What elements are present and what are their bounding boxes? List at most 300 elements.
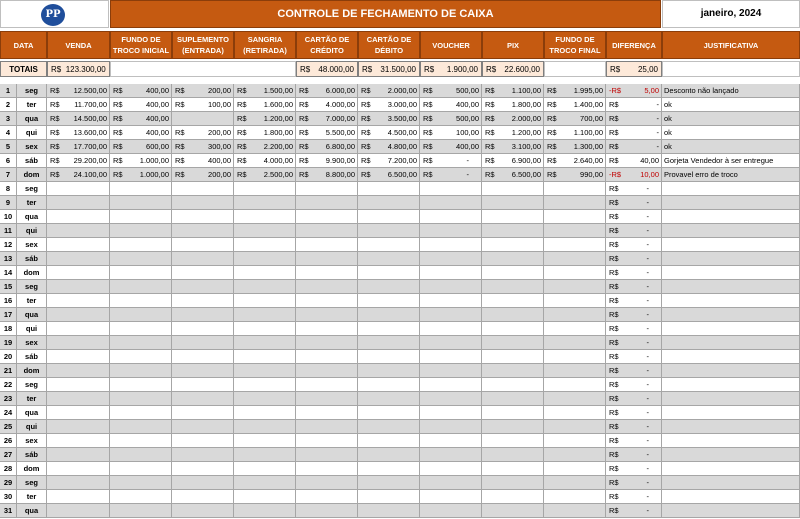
cell-sangria[interactable] bbox=[234, 98, 296, 112]
cell-fundo-troco-inicial[interactable] bbox=[110, 182, 172, 196]
cell-suplemento[interactable] bbox=[172, 392, 234, 406]
totals-debito[interactable]: R$ 31.500,00 bbox=[358, 61, 420, 77]
cell-cartao-credito[interactable] bbox=[296, 112, 358, 126]
cell-voucher[interactable] bbox=[420, 252, 482, 266]
cell-diferenca[interactable] bbox=[606, 406, 662, 420]
cell-fundo-troco-final[interactable] bbox=[544, 280, 606, 294]
cell-justificativa[interactable] bbox=[662, 420, 800, 434]
cell-cartao-debito[interactable] bbox=[358, 294, 420, 308]
cell-suplemento[interactable] bbox=[172, 112, 234, 126]
cell-cartao-debito[interactable] bbox=[358, 210, 420, 224]
cell-suplemento[interactable] bbox=[172, 210, 234, 224]
cell-venda[interactable] bbox=[47, 350, 110, 364]
cell-sangria[interactable] bbox=[234, 112, 296, 126]
cell-venda[interactable] bbox=[47, 434, 110, 448]
cell-fundo-troco-final[interactable] bbox=[544, 308, 606, 322]
cell-venda[interactable] bbox=[47, 112, 110, 126]
month-label[interactable]: janeiro, 2024 bbox=[662, 0, 800, 28]
row-day[interactable]: qua bbox=[17, 112, 47, 126]
cell-sangria[interactable] bbox=[234, 476, 296, 490]
cell-diferenca[interactable] bbox=[606, 168, 662, 182]
cell-diferenca[interactable] bbox=[606, 224, 662, 238]
row-number[interactable]: 23 bbox=[0, 392, 17, 406]
cell-cartao-debito[interactable] bbox=[358, 406, 420, 420]
cell-voucher[interactable] bbox=[420, 196, 482, 210]
row-day[interactable]: seg bbox=[17, 378, 47, 392]
cell-suplemento[interactable] bbox=[172, 476, 234, 490]
cell-suplemento[interactable] bbox=[172, 154, 234, 168]
row-number[interactable]: 7 bbox=[0, 168, 17, 182]
row-day[interactable]: dom bbox=[17, 168, 47, 182]
totals-credito[interactable]: R$ 48.000,00 bbox=[296, 61, 358, 77]
cell-cartao-credito[interactable] bbox=[296, 378, 358, 392]
cell-cartao-debito[interactable] bbox=[358, 252, 420, 266]
cell-pix[interactable] bbox=[482, 238, 544, 252]
cell-cartao-debito[interactable] bbox=[358, 98, 420, 112]
col-header-sangria[interactable]: SANGRIA (RETIRADA) bbox=[234, 31, 296, 59]
cell-cartao-credito[interactable] bbox=[296, 182, 358, 196]
cell-cartao-debito[interactable] bbox=[358, 140, 420, 154]
row-number[interactable]: 16 bbox=[0, 294, 17, 308]
cell-suplemento[interactable] bbox=[172, 266, 234, 280]
cell-diferenca[interactable] bbox=[606, 476, 662, 490]
cell-sangria[interactable] bbox=[234, 490, 296, 504]
row-day[interactable]: sáb bbox=[17, 252, 47, 266]
cell-voucher[interactable] bbox=[420, 504, 482, 518]
cell-venda[interactable] bbox=[47, 266, 110, 280]
cell-suplemento[interactable] bbox=[172, 196, 234, 210]
cell-cartao-credito[interactable] bbox=[296, 252, 358, 266]
cell-suplemento[interactable] bbox=[172, 168, 234, 182]
cell-cartao-debito[interactable] bbox=[358, 168, 420, 182]
cell-fundo-troco-inicial[interactable] bbox=[110, 322, 172, 336]
cell-pix[interactable] bbox=[482, 336, 544, 350]
cell-diferenca[interactable] bbox=[606, 140, 662, 154]
cell-venda[interactable] bbox=[47, 84, 110, 98]
cell-suplemento[interactable] bbox=[172, 322, 234, 336]
cell-cartao-debito[interactable] bbox=[358, 84, 420, 98]
cell-sangria[interactable] bbox=[234, 504, 296, 518]
cell-fundo-troco-inicial[interactable] bbox=[110, 280, 172, 294]
cell-voucher[interactable] bbox=[420, 168, 482, 182]
cell-voucher[interactable] bbox=[420, 294, 482, 308]
row-number[interactable]: 14 bbox=[0, 266, 17, 280]
row-day[interactable]: sex bbox=[17, 140, 47, 154]
cell-sangria[interactable] bbox=[234, 462, 296, 476]
cell-pix[interactable] bbox=[482, 280, 544, 294]
cell-cartao-credito[interactable] bbox=[296, 168, 358, 182]
cell-fundo-troco-final[interactable] bbox=[544, 154, 606, 168]
cell-cartao-debito[interactable] bbox=[358, 224, 420, 238]
cell-justificativa[interactable] bbox=[662, 252, 800, 266]
cell-sangria[interactable] bbox=[234, 266, 296, 280]
cell-voucher[interactable] bbox=[420, 392, 482, 406]
cell-cartao-debito[interactable] bbox=[358, 182, 420, 196]
cell-pix[interactable] bbox=[482, 210, 544, 224]
cell-justificativa[interactable] bbox=[662, 308, 800, 322]
cell-pix[interactable] bbox=[482, 308, 544, 322]
row-day[interactable]: ter bbox=[17, 98, 47, 112]
cell-suplemento[interactable] bbox=[172, 406, 234, 420]
cell-cartao-credito[interactable] bbox=[296, 126, 358, 140]
cell-diferenca[interactable] bbox=[606, 126, 662, 140]
cell-pix[interactable] bbox=[482, 392, 544, 406]
cell-venda[interactable] bbox=[47, 168, 110, 182]
cell-cartao-debito[interactable] bbox=[358, 378, 420, 392]
cell-pix[interactable] bbox=[482, 448, 544, 462]
cell-fundo-troco-final[interactable] bbox=[544, 294, 606, 308]
cell-fundo-troco-inicial[interactable] bbox=[110, 112, 172, 126]
cell-cartao-credito[interactable] bbox=[296, 490, 358, 504]
cell-justificativa[interactable] bbox=[662, 476, 800, 490]
cell-fundo-troco-inicial[interactable] bbox=[110, 84, 172, 98]
row-number[interactable]: 1 bbox=[0, 84, 17, 98]
cell-venda[interactable] bbox=[47, 224, 110, 238]
cell-voucher[interactable] bbox=[420, 336, 482, 350]
cell-suplemento[interactable] bbox=[172, 462, 234, 476]
cell-suplemento[interactable] bbox=[172, 140, 234, 154]
cell-pix[interactable] bbox=[482, 98, 544, 112]
row-number[interactable]: 31 bbox=[0, 504, 17, 518]
cell-sangria[interactable] bbox=[234, 280, 296, 294]
cell-fundo-troco-final[interactable] bbox=[544, 378, 606, 392]
cell-diferenca[interactable] bbox=[606, 322, 662, 336]
cell-voucher[interactable] bbox=[420, 448, 482, 462]
cell-suplemento[interactable] bbox=[172, 280, 234, 294]
cell-diferenca[interactable] bbox=[606, 280, 662, 294]
cell-justificativa[interactable]: ok bbox=[662, 126, 800, 140]
cell-cartao-credito[interactable] bbox=[296, 504, 358, 518]
cell-justificativa[interactable]: ok bbox=[662, 140, 800, 154]
row-day[interactable]: qui bbox=[17, 126, 47, 140]
cell-cartao-credito[interactable] bbox=[296, 364, 358, 378]
cell-cartao-credito[interactable] bbox=[296, 406, 358, 420]
cell-fundo-troco-final[interactable] bbox=[544, 448, 606, 462]
cell-fundo-troco-final[interactable] bbox=[544, 210, 606, 224]
cell-cartao-credito[interactable] bbox=[296, 308, 358, 322]
cell-venda[interactable] bbox=[47, 322, 110, 336]
cell-fundo-troco-final[interactable] bbox=[544, 364, 606, 378]
row-number[interactable]: 13 bbox=[0, 252, 17, 266]
row-number[interactable]: 4 bbox=[0, 126, 17, 140]
cell-justificativa[interactable] bbox=[662, 504, 800, 518]
row-day[interactable]: dom bbox=[17, 364, 47, 378]
cell-pix[interactable] bbox=[482, 504, 544, 518]
row-day[interactable]: sex bbox=[17, 434, 47, 448]
cell-venda[interactable] bbox=[47, 140, 110, 154]
cell-voucher[interactable] bbox=[420, 406, 482, 420]
cell-fundo-troco-inicial[interactable] bbox=[110, 168, 172, 182]
row-number[interactable]: 27 bbox=[0, 448, 17, 462]
cell-fundo-troco-inicial[interactable] bbox=[110, 476, 172, 490]
cell-fundo-troco-inicial[interactable] bbox=[110, 210, 172, 224]
cell-justificativa[interactable] bbox=[662, 322, 800, 336]
cell-diferenca[interactable] bbox=[606, 504, 662, 518]
cell-sangria[interactable] bbox=[234, 154, 296, 168]
cell-venda[interactable] bbox=[47, 504, 110, 518]
col-header-cartao-credito[interactable]: CARTÃO DE CRÉDITO bbox=[296, 31, 358, 59]
row-number[interactable]: 8 bbox=[0, 182, 17, 196]
row-day[interactable]: sáb bbox=[17, 350, 47, 364]
totals-voucher[interactable]: R$ 1.900,00 bbox=[420, 61, 482, 77]
cell-justificativa[interactable] bbox=[662, 378, 800, 392]
cell-cartao-debito[interactable] bbox=[358, 280, 420, 294]
cell-fundo-troco-final[interactable] bbox=[544, 252, 606, 266]
cell-fundo-troco-final[interactable] bbox=[544, 140, 606, 154]
cell-voucher[interactable] bbox=[420, 266, 482, 280]
cell-voucher[interactable] bbox=[420, 84, 482, 98]
cell-suplemento[interactable] bbox=[172, 420, 234, 434]
cell-fundo-troco-final[interactable] bbox=[544, 126, 606, 140]
cell-cartao-credito[interactable] bbox=[296, 140, 358, 154]
cell-voucher[interactable] bbox=[420, 434, 482, 448]
cell-venda[interactable] bbox=[47, 336, 110, 350]
cell-fundo-troco-inicial[interactable] bbox=[110, 238, 172, 252]
cell-diferenca[interactable] bbox=[606, 112, 662, 126]
cell-cartao-credito[interactable] bbox=[296, 336, 358, 350]
cell-sangria[interactable] bbox=[234, 378, 296, 392]
cell-diferenca[interactable] bbox=[606, 420, 662, 434]
cell-sangria[interactable] bbox=[234, 140, 296, 154]
cell-pix[interactable] bbox=[482, 490, 544, 504]
cell-justificativa[interactable] bbox=[662, 364, 800, 378]
cell-cartao-debito[interactable] bbox=[358, 308, 420, 322]
cell-sangria[interactable] bbox=[234, 364, 296, 378]
cell-diferenca[interactable] bbox=[606, 238, 662, 252]
cell-diferenca[interactable] bbox=[606, 182, 662, 196]
row-number[interactable]: 30 bbox=[0, 490, 17, 504]
row-day[interactable]: qua bbox=[17, 406, 47, 420]
cell-sangria[interactable] bbox=[234, 448, 296, 462]
cell-diferenca[interactable] bbox=[606, 210, 662, 224]
row-day[interactable]: seg bbox=[17, 280, 47, 294]
cell-venda[interactable] bbox=[47, 280, 110, 294]
row-number[interactable]: 10 bbox=[0, 210, 17, 224]
cell-cartao-debito[interactable] bbox=[358, 490, 420, 504]
row-day[interactable]: ter bbox=[17, 392, 47, 406]
cell-fundo-troco-final[interactable] bbox=[544, 168, 606, 182]
cell-cartao-debito[interactable] bbox=[358, 238, 420, 252]
cell-fundo-troco-inicial[interactable] bbox=[110, 462, 172, 476]
cell-voucher[interactable] bbox=[420, 420, 482, 434]
col-header-data[interactable]: DATA bbox=[0, 31, 47, 59]
cell-pix[interactable] bbox=[482, 182, 544, 196]
cell-voucher[interactable] bbox=[420, 210, 482, 224]
cell-voucher[interactable] bbox=[420, 378, 482, 392]
cell-justificativa[interactable] bbox=[662, 266, 800, 280]
cell-justificativa[interactable] bbox=[662, 350, 800, 364]
cell-cartao-credito[interactable] bbox=[296, 84, 358, 98]
cell-suplemento[interactable] bbox=[172, 490, 234, 504]
cell-suplemento[interactable] bbox=[172, 84, 234, 98]
cell-justificativa[interactable] bbox=[662, 490, 800, 504]
cell-cartao-debito[interactable] bbox=[358, 350, 420, 364]
cell-cartao-credito[interactable] bbox=[296, 280, 358, 294]
cell-voucher[interactable] bbox=[420, 182, 482, 196]
cell-fundo-troco-final[interactable] bbox=[544, 84, 606, 98]
cell-justificativa[interactable] bbox=[662, 210, 800, 224]
cell-venda[interactable] bbox=[47, 238, 110, 252]
cell-cartao-debito[interactable] bbox=[358, 392, 420, 406]
cell-diferenca[interactable] bbox=[606, 378, 662, 392]
row-number[interactable]: 28 bbox=[0, 462, 17, 476]
cell-pix[interactable] bbox=[482, 434, 544, 448]
cell-venda[interactable] bbox=[47, 420, 110, 434]
cell-pix[interactable] bbox=[482, 84, 544, 98]
cell-suplemento[interactable] bbox=[172, 308, 234, 322]
cell-venda[interactable] bbox=[47, 294, 110, 308]
cell-venda[interactable] bbox=[47, 378, 110, 392]
cell-suplemento[interactable] bbox=[172, 336, 234, 350]
cell-fundo-troco-inicial[interactable] bbox=[110, 336, 172, 350]
row-day[interactable]: seg bbox=[17, 84, 47, 98]
row-number[interactable]: 17 bbox=[0, 308, 17, 322]
cell-sangria[interactable] bbox=[234, 434, 296, 448]
cell-fundo-troco-final[interactable] bbox=[544, 462, 606, 476]
cell-justificativa[interactable] bbox=[662, 238, 800, 252]
cell-sangria[interactable] bbox=[234, 210, 296, 224]
cell-cartao-debito[interactable] bbox=[358, 266, 420, 280]
cell-cartao-credito[interactable] bbox=[296, 462, 358, 476]
cell-venda[interactable] bbox=[47, 154, 110, 168]
cell-justificativa[interactable] bbox=[662, 392, 800, 406]
cell-fundo-troco-inicial[interactable] bbox=[110, 154, 172, 168]
cell-diferenca[interactable] bbox=[606, 490, 662, 504]
cell-fundo-troco-inicial[interactable] bbox=[110, 98, 172, 112]
cell-cartao-debito[interactable] bbox=[358, 420, 420, 434]
cell-pix[interactable] bbox=[482, 140, 544, 154]
cell-cartao-debito[interactable] bbox=[358, 476, 420, 490]
cell-suplemento[interactable] bbox=[172, 378, 234, 392]
cell-fundo-troco-inicial[interactable] bbox=[110, 196, 172, 210]
cell-justificativa[interactable] bbox=[662, 448, 800, 462]
cell-cartao-debito[interactable] bbox=[358, 364, 420, 378]
cell-suplemento[interactable] bbox=[172, 434, 234, 448]
cell-cartao-credito[interactable] bbox=[296, 98, 358, 112]
col-header-cartao-debito[interactable]: CARTÃO DE DÉBITO bbox=[358, 31, 420, 59]
cell-pix[interactable] bbox=[482, 266, 544, 280]
cell-diferenca[interactable] bbox=[606, 448, 662, 462]
cell-justificativa[interactable] bbox=[662, 406, 800, 420]
cell-venda[interactable] bbox=[47, 448, 110, 462]
cell-cartao-credito[interactable] bbox=[296, 448, 358, 462]
cell-cartao-credito[interactable] bbox=[296, 350, 358, 364]
row-day[interactable]: dom bbox=[17, 462, 47, 476]
col-header-justificativa[interactable]: JUSTIFICATIVA bbox=[662, 31, 800, 59]
cell-suplemento[interactable] bbox=[172, 448, 234, 462]
cell-cartao-credito[interactable] bbox=[296, 238, 358, 252]
cell-diferenca[interactable] bbox=[606, 98, 662, 112]
row-number[interactable]: 20 bbox=[0, 350, 17, 364]
cell-sangria[interactable] bbox=[234, 392, 296, 406]
cell-justificativa[interactable] bbox=[662, 434, 800, 448]
cell-diferenca[interactable] bbox=[606, 308, 662, 322]
row-number[interactable]: 25 bbox=[0, 420, 17, 434]
row-number[interactable]: 12 bbox=[0, 238, 17, 252]
cell-voucher[interactable] bbox=[420, 280, 482, 294]
row-day[interactable]: qui bbox=[17, 420, 47, 434]
cell-sangria[interactable] bbox=[234, 322, 296, 336]
cell-cartao-debito[interactable] bbox=[358, 112, 420, 126]
cell-fundo-troco-final[interactable] bbox=[544, 420, 606, 434]
row-number[interactable]: 11 bbox=[0, 224, 17, 238]
cell-suplemento[interactable] bbox=[172, 364, 234, 378]
cell-cartao-credito[interactable] bbox=[296, 294, 358, 308]
row-day[interactable]: sáb bbox=[17, 448, 47, 462]
cell-voucher[interactable] bbox=[420, 126, 482, 140]
cell-fundo-troco-final[interactable] bbox=[544, 504, 606, 518]
row-number[interactable]: 18 bbox=[0, 322, 17, 336]
cell-venda[interactable] bbox=[47, 182, 110, 196]
cell-pix[interactable] bbox=[482, 322, 544, 336]
cell-pix[interactable] bbox=[482, 364, 544, 378]
cell-cartao-credito[interactable] bbox=[296, 210, 358, 224]
cell-sangria[interactable] bbox=[234, 126, 296, 140]
col-header-voucher[interactable]: VOUCHER bbox=[420, 31, 482, 59]
cell-voucher[interactable] bbox=[420, 364, 482, 378]
cell-diferenca[interactable] bbox=[606, 434, 662, 448]
cell-sangria[interactable] bbox=[234, 350, 296, 364]
cell-voucher[interactable] bbox=[420, 140, 482, 154]
cell-suplemento[interactable] bbox=[172, 294, 234, 308]
col-header-suplemento[interactable]: SUPLEMENTO (ENTRADA) bbox=[172, 31, 234, 59]
row-day[interactable]: ter bbox=[17, 294, 47, 308]
row-day[interactable]: sáb bbox=[17, 154, 47, 168]
col-header-fundo-troco-final[interactable]: FUNDO DE TROCO FINAL bbox=[544, 31, 606, 59]
cell-fundo-troco-inicial[interactable] bbox=[110, 252, 172, 266]
cell-diferenca[interactable] bbox=[606, 294, 662, 308]
cell-cartao-debito[interactable] bbox=[358, 196, 420, 210]
cell-cartao-credito[interactable] bbox=[296, 420, 358, 434]
cell-cartao-debito[interactable] bbox=[358, 434, 420, 448]
cell-fundo-troco-final[interactable] bbox=[544, 476, 606, 490]
row-number[interactable]: 24 bbox=[0, 406, 17, 420]
row-day[interactable]: seg bbox=[17, 182, 47, 196]
cell-pix[interactable] bbox=[482, 112, 544, 126]
cell-fundo-troco-final[interactable] bbox=[544, 224, 606, 238]
row-number[interactable]: 29 bbox=[0, 476, 17, 490]
cell-pix[interactable] bbox=[482, 252, 544, 266]
cell-fundo-troco-final[interactable] bbox=[544, 98, 606, 112]
cell-venda[interactable] bbox=[47, 392, 110, 406]
cell-fundo-troco-final[interactable] bbox=[544, 336, 606, 350]
cell-justificativa[interactable] bbox=[662, 280, 800, 294]
cell-suplemento[interactable] bbox=[172, 350, 234, 364]
row-day[interactable]: qua bbox=[17, 308, 47, 322]
cell-sangria[interactable] bbox=[234, 168, 296, 182]
cell-pix[interactable] bbox=[482, 420, 544, 434]
cell-cartao-debito[interactable] bbox=[358, 462, 420, 476]
cell-fundo-troco-inicial[interactable] bbox=[110, 224, 172, 238]
cell-voucher[interactable] bbox=[420, 490, 482, 504]
row-number[interactable]: 2 bbox=[0, 98, 17, 112]
cell-diferenca[interactable] bbox=[606, 392, 662, 406]
cell-justificativa[interactable]: ok bbox=[662, 112, 800, 126]
row-day[interactable]: sex bbox=[17, 238, 47, 252]
cell-justificativa[interactable]: Provavel erro de troco bbox=[662, 168, 800, 182]
row-number[interactable]: 22 bbox=[0, 378, 17, 392]
cell-sangria[interactable] bbox=[234, 294, 296, 308]
cell-cartao-credito[interactable] bbox=[296, 196, 358, 210]
cell-fundo-troco-final[interactable] bbox=[544, 112, 606, 126]
cell-pix[interactable] bbox=[482, 126, 544, 140]
cell-voucher[interactable] bbox=[420, 476, 482, 490]
cell-pix[interactable] bbox=[482, 168, 544, 182]
cell-pix[interactable] bbox=[482, 294, 544, 308]
cell-diferenca[interactable] bbox=[606, 84, 662, 98]
cell-justificativa[interactable] bbox=[662, 462, 800, 476]
cell-cartao-debito[interactable] bbox=[358, 336, 420, 350]
